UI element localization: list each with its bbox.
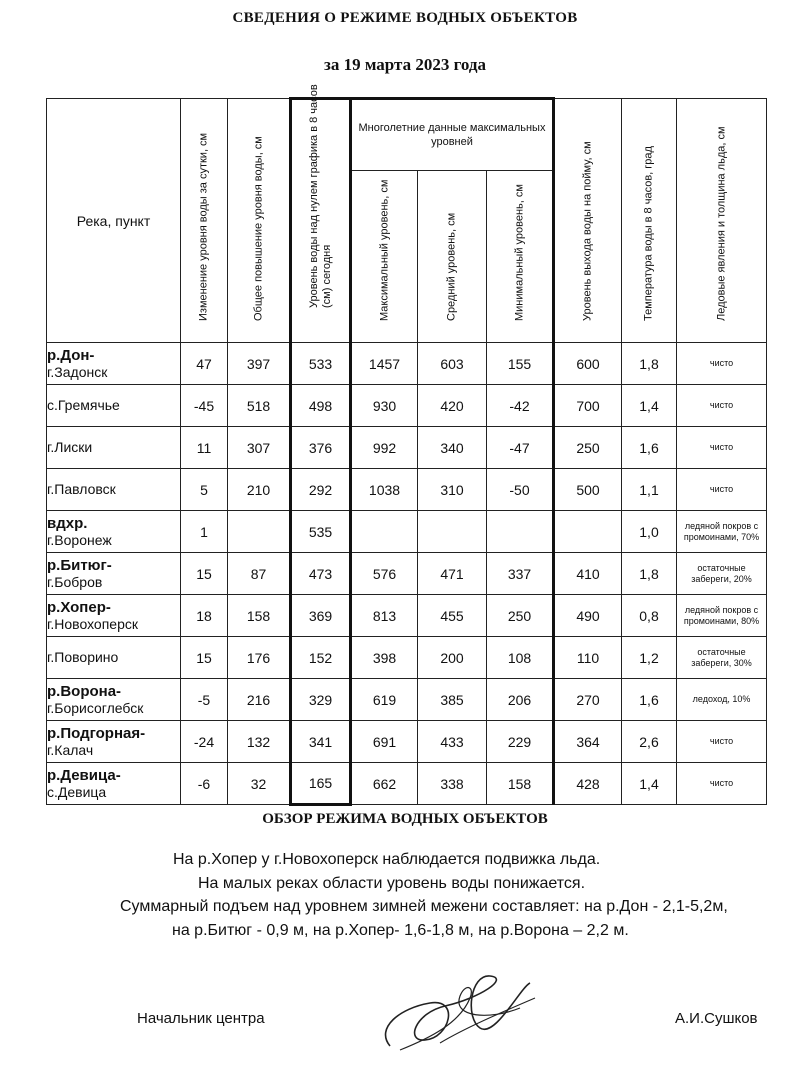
- cell-level: 341: [291, 721, 351, 763]
- cell-max: 662: [351, 763, 418, 805]
- cell-flood: 600: [554, 343, 622, 385]
- cell-river-point: [47, 385, 181, 427]
- review-line-3: Суммарный подъем над уровнем зимней межени составляет: на р.Дон - 2,1-5,2м,: [120, 898, 728, 915]
- cell-max: 619: [351, 679, 418, 721]
- cell-level: 292: [291, 469, 351, 511]
- cell-min: 108: [487, 637, 554, 679]
- river-name: вдхр.: [47, 514, 88, 532]
- cell-total: 210: [228, 469, 291, 511]
- cell-ice: чисто: [677, 385, 767, 427]
- cell-temp: 0,8: [622, 595, 677, 637]
- point-name: г.Поворино: [47, 649, 119, 665]
- cell-ice: ледяной покров с промоинами, 70%: [677, 511, 767, 553]
- table-row: [47, 637, 767, 679]
- cell-change: -5: [181, 679, 228, 721]
- cell-ice: остаточные забереги, 30%: [677, 637, 767, 679]
- cell-min: 229: [487, 721, 554, 763]
- cell-change: -6: [181, 763, 228, 805]
- cell-min: 337: [487, 553, 554, 595]
- cell-avg: 455: [418, 595, 487, 637]
- cell-max: 930: [351, 385, 418, 427]
- table-row: [47, 343, 767, 385]
- cell-avg: 433: [418, 721, 487, 763]
- cell-max: 576: [351, 553, 418, 595]
- header-temp: Температура воды в 8 часов, град: [622, 99, 677, 343]
- cell-river-point: [47, 637, 181, 679]
- cell-max: 1457: [351, 343, 418, 385]
- cell-ice: чисто: [677, 343, 767, 385]
- river-name: р.Дон-: [47, 346, 95, 364]
- point-name: с.Девица: [47, 783, 107, 800]
- cell-change: -24: [181, 721, 228, 763]
- cell-level: 152: [291, 637, 351, 679]
- table-row: [47, 469, 767, 511]
- cell-flood: 500: [554, 469, 622, 511]
- cell-ice: чисто: [677, 721, 767, 763]
- cell-max: 398: [351, 637, 418, 679]
- cell-level: 369: [291, 595, 351, 637]
- cell-temp: 1,1: [622, 469, 677, 511]
- cell-river-point: [47, 511, 181, 553]
- cell-flood: 364: [554, 721, 622, 763]
- cell-river-point: [47, 595, 181, 637]
- cell-change: 5: [181, 469, 228, 511]
- point-name: г.Лиски: [47, 439, 93, 455]
- cell-level: 165: [291, 763, 351, 805]
- cell-level: 498: [291, 385, 351, 427]
- table-row: [47, 679, 767, 721]
- cell-change: 18: [181, 595, 228, 637]
- cell-river-point: [47, 721, 181, 763]
- cell-max: [351, 511, 418, 553]
- review-line-2: На малых реках области уровень воды понижается.: [198, 875, 586, 892]
- table-row: [47, 553, 767, 595]
- cell-max: 813: [351, 595, 418, 637]
- cell-change: 47: [181, 343, 228, 385]
- cell-total: 132: [228, 721, 291, 763]
- cell-river-point: [47, 763, 181, 805]
- cell-river-point: [47, 469, 181, 511]
- point-name: г.Задонск: [47, 363, 108, 380]
- point-name: г.Новохоперск: [47, 615, 138, 632]
- cell-avg: [418, 511, 487, 553]
- cell-total: 87: [228, 553, 291, 595]
- cell-flood: 250: [554, 427, 622, 469]
- cell-total: 307: [228, 427, 291, 469]
- cell-total: 32: [228, 763, 291, 805]
- cell-level: 376: [291, 427, 351, 469]
- river-name: р.Хопер-: [47, 598, 111, 616]
- cell-flood: 110: [554, 637, 622, 679]
- cell-flood: 428: [554, 763, 622, 805]
- cell-min: 155: [487, 343, 554, 385]
- water-bodies-table: [46, 84, 767, 806]
- point-name: г.Павловск: [47, 481, 116, 497]
- cell-avg: 310: [418, 469, 487, 511]
- table-row: [47, 763, 767, 805]
- cell-temp: 1,6: [622, 679, 677, 721]
- cell-level: 473: [291, 553, 351, 595]
- header-avg: Средний уровень, см: [418, 171, 487, 343]
- cell-temp: 2,6: [622, 721, 677, 763]
- cell-flood: 410: [554, 553, 622, 595]
- cell-total: 397: [228, 343, 291, 385]
- header-min: Минимальный уровень, см: [487, 171, 554, 343]
- cell-max: 992: [351, 427, 418, 469]
- table-row: [47, 511, 767, 553]
- review-line-4: на р.Битюг - 0,9 м, на р.Хопер- 1,6-1,8 м, на р.Ворона – 2,2 м.: [172, 922, 629, 939]
- cell-max: 691: [351, 721, 418, 763]
- cell-level: 329: [291, 679, 351, 721]
- cell-temp: 1,0: [622, 511, 677, 553]
- cell-avg: 340: [418, 427, 487, 469]
- cell-total: 518: [228, 385, 291, 427]
- cell-river-point: [47, 679, 181, 721]
- cell-change: 15: [181, 637, 228, 679]
- cell-change: -45: [181, 385, 228, 427]
- cell-temp: 1,8: [622, 343, 677, 385]
- cell-ice: чисто: [677, 427, 767, 469]
- river-name: р.Подгорная-: [47, 724, 146, 742]
- cell-flood: 700: [554, 385, 622, 427]
- table-row: [47, 385, 767, 427]
- cell-river-point: [47, 553, 181, 595]
- signature-name: А.И.Сушков: [675, 1010, 758, 1027]
- header-longterm: Многолетние данные максимальных уровней: [351, 99, 554, 171]
- cell-avg: 420: [418, 385, 487, 427]
- cell-min: 158: [487, 763, 554, 805]
- page-title: СВЕДЕНИЯ О РЕЖИМЕ ВОДНЫХ ОБЪЕКТОВ: [232, 10, 578, 26]
- cell-level: 535: [291, 511, 351, 553]
- cell-avg: 200: [418, 637, 487, 679]
- cell-min: -47: [487, 427, 554, 469]
- cell-temp: 1,2: [622, 637, 677, 679]
- cell-river-point: [47, 343, 181, 385]
- point-name: с.Гремячье: [47, 397, 120, 413]
- point-name: г.Воронеж: [47, 531, 112, 548]
- cell-flood: 270: [554, 679, 622, 721]
- cell-ice: остаточные забереги, 20%: [677, 553, 767, 595]
- cell-total: 176: [228, 637, 291, 679]
- table-row: [47, 595, 767, 637]
- cell-min: 250: [487, 595, 554, 637]
- cell-river-point: [47, 427, 181, 469]
- cell-temp: 1,6: [622, 427, 677, 469]
- cell-max: 1038: [351, 469, 418, 511]
- header-level: Уровень воды над нулем графика в 8 часов (см) сегодня: [291, 99, 351, 343]
- river-name: р.Ворона-: [47, 682, 122, 700]
- cell-avg: 471: [418, 553, 487, 595]
- point-name: г.Калач: [47, 741, 94, 758]
- point-name: г.Борисоглебск: [47, 699, 144, 716]
- cell-avg: 385: [418, 679, 487, 721]
- cell-avg: 603: [418, 343, 487, 385]
- header-river: Река, пункт: [47, 99, 181, 343]
- cell-temp: 1,4: [622, 763, 677, 805]
- cell-flood: 490: [554, 595, 622, 637]
- point-name: г.Бобров: [47, 573, 103, 590]
- table-row: [47, 427, 767, 469]
- report-date: за 19 марта 2023 года: [324, 55, 486, 74]
- header-change: Изменение уровня воды за сутки, см: [181, 99, 228, 343]
- cell-temp: 1,4: [622, 385, 677, 427]
- cell-change: 1: [181, 511, 228, 553]
- cell-total: 158: [228, 595, 291, 637]
- cell-ice: чисто: [677, 469, 767, 511]
- cell-ice: чисто: [677, 763, 767, 805]
- cell-ice: ледоход, 10%: [677, 679, 767, 721]
- review-title: ОБЗОР РЕЖИМА ВОДНЫХ ОБЪЕКТОВ: [262, 811, 548, 827]
- review-line-1: На р.Хопер у г.Новохоперск наблюдается подвижка льда.: [173, 851, 601, 868]
- handwritten-signature: [370, 968, 550, 1058]
- header-flood: Уровень выхода воды на пойму, см: [554, 99, 622, 343]
- cell-min: -50: [487, 469, 554, 511]
- cell-total: [228, 511, 291, 553]
- river-name: р.Девица-: [47, 766, 121, 784]
- cell-change: 11: [181, 427, 228, 469]
- cell-temp: 1,8: [622, 553, 677, 595]
- cell-change: 15: [181, 553, 228, 595]
- header-max: Максимальный уровень, см: [351, 171, 418, 343]
- cell-avg: 338: [418, 763, 487, 805]
- cell-min: -42: [487, 385, 554, 427]
- cell-flood: [554, 511, 622, 553]
- cell-level: 533: [291, 343, 351, 385]
- cell-total: 216: [228, 679, 291, 721]
- header-ice: Ледовые явления и толщина льда, см: [677, 99, 767, 343]
- table-row: [47, 721, 767, 763]
- cell-min: [487, 511, 554, 553]
- river-name: р.Битюг-: [47, 556, 112, 574]
- signature-position: Начальник центра: [137, 1010, 265, 1027]
- cell-min: 206: [487, 679, 554, 721]
- cell-ice: ледяной покров с промоинами, 80%: [677, 595, 767, 637]
- header-total-rise: Общее повышение уровня воды, см: [228, 99, 291, 343]
